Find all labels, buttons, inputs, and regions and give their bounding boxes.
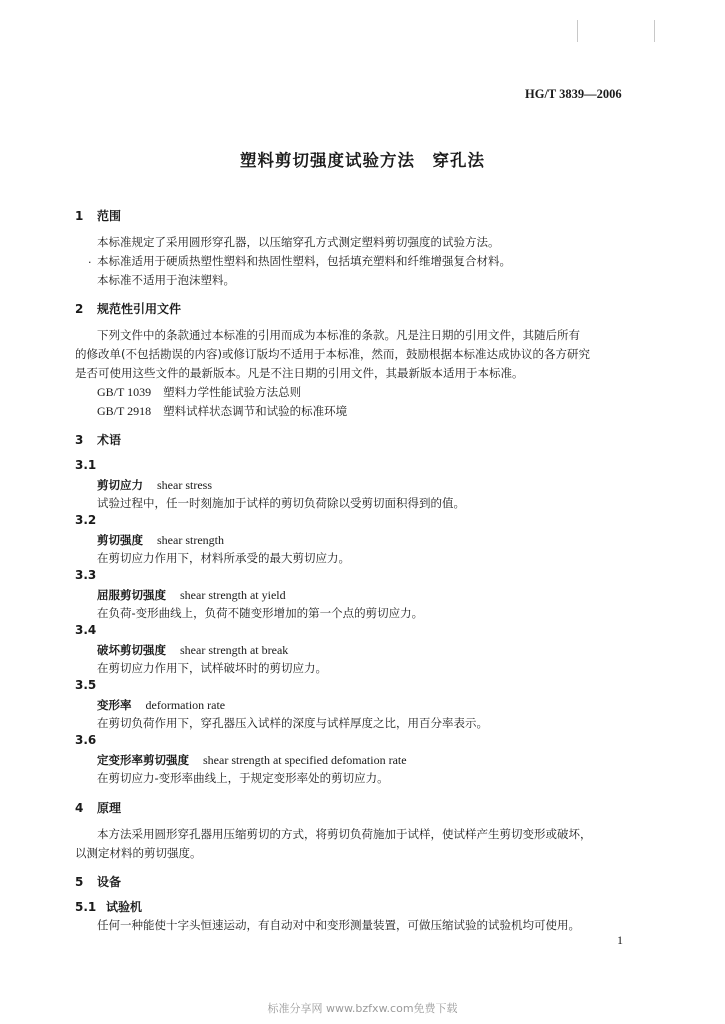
reference-item xyxy=(97,384,301,400)
term-en: shear stress xyxy=(157,478,212,492)
reference-item xyxy=(97,403,347,419)
paragraph-line: 本标准不适用于泡沫塑料。 xyxy=(97,273,235,287)
reference-code: GB/T 1039 xyxy=(97,385,152,399)
term-en: shear strength at break xyxy=(180,643,289,657)
term-definition: 在剪切负荷作用下，穿孔器压入试样的深度与试样厚度之比，用百分率表示。 xyxy=(97,716,488,730)
subsection-title: 试验机 xyxy=(106,900,143,914)
section-number: 4 xyxy=(75,801,84,815)
section-title: 术语 xyxy=(97,433,122,447)
paragraph-line: 下列文件中的条款通过本标准的引用而成为本标准的条款。凡是注日期的引用文件，其随后所有 xyxy=(97,328,580,342)
reference-title: 塑料力学性能试验方法总则 xyxy=(163,385,302,399)
scan-mark: · xyxy=(88,256,92,269)
term-entry xyxy=(97,477,212,493)
term-en: deformation rate xyxy=(145,698,226,712)
section-3-heading xyxy=(75,431,121,448)
term-number: 3.1 xyxy=(75,458,97,472)
term-en: shear strength at yield xyxy=(180,588,286,602)
page-number: 1 xyxy=(617,933,623,947)
paragraph-line: 以测定材料的剪切强度。 xyxy=(75,846,202,860)
reference-title: 塑料试样状态调节和试验的标准环境 xyxy=(163,404,348,418)
paragraph-line: 的修改单(不包括勘误的内容)或修订版均不适用于本标准，然而，鼓励根据本标准达成协议的各方研究 xyxy=(75,347,590,361)
section-title: 范围 xyxy=(97,209,122,223)
section-title: 设备 xyxy=(97,875,122,889)
term-number: 3.3 xyxy=(75,568,97,582)
term-entry xyxy=(97,752,407,768)
section-4-heading xyxy=(75,799,121,816)
term-en: shear strength at specified defomation rate xyxy=(203,753,407,767)
term-entry xyxy=(97,642,288,658)
paragraph-line: 本标准适用于硬质热塑性塑料和热固性塑料，包括填充塑料和纤维增强复合材料。 xyxy=(97,254,511,268)
term-definition: 在剪切应力-变形率曲线上，于规定变形率处的剪切应力。 xyxy=(97,771,389,785)
term-cn: 定变形率剪切强度 xyxy=(97,753,189,767)
section-1-heading xyxy=(75,207,121,224)
section-number: 1 xyxy=(75,209,84,223)
watermark-footer: 标准分享网 www.bzfxw.com免费下载 xyxy=(267,1002,458,1015)
paragraph-line: 本标准规定了采用圆形穿孔器，以压缩穿孔方式测定塑料剪切强度的试验方法。 xyxy=(97,235,500,249)
term-entry xyxy=(97,697,225,713)
term-definition: 在剪切应力作用下，试样破坏时的剪切应力。 xyxy=(97,661,327,675)
term-number: 3.2 xyxy=(75,513,97,527)
term-number: 3.6 xyxy=(75,733,97,747)
term-en: shear strength xyxy=(157,533,224,547)
section-title: 原理 xyxy=(97,801,122,815)
paragraph-line: 本方法采用圆形穿孔器用压缩剪切的方式，将剪切负荷施加于试样，使试样产生剪切变形或破坏， xyxy=(97,827,592,841)
section-number: 3 xyxy=(75,433,84,447)
section-2-heading xyxy=(75,300,181,317)
term-cn: 剪切强度 xyxy=(97,533,143,547)
term-number: 3.4 xyxy=(75,623,97,637)
scan-line xyxy=(654,20,655,42)
term-cn: 屈服剪切强度 xyxy=(97,588,166,602)
subsection-number: 5.1 xyxy=(75,900,97,914)
scan-line xyxy=(577,20,578,42)
paragraph-line: 是否可使用这些文件的最新版本。凡是不注日期的引用文件，其最新版本适用于本标准。 xyxy=(75,366,524,380)
subsection-heading xyxy=(75,898,142,915)
term-entry xyxy=(97,587,286,603)
reference-code: GB/T 2918 xyxy=(97,404,152,418)
standard-code: HG/T 3839—2006 xyxy=(525,87,622,101)
term-cn: 变形率 xyxy=(97,698,132,712)
section-title: 规范性引用文件 xyxy=(97,302,182,316)
term-cn: 破坏剪切强度 xyxy=(97,643,166,657)
term-cn: 剪切应力 xyxy=(97,478,143,492)
section-number: 2 xyxy=(75,302,84,316)
section-number: 5 xyxy=(75,875,84,889)
term-definition: 试验过程中，任一时刻施加于试样的剪切负荷除以受剪切面积得到的值。 xyxy=(97,496,465,510)
term-entry xyxy=(97,532,224,548)
document-title: 塑料剪切强度试验方法 穿孔法 xyxy=(240,151,485,170)
term-number: 3.5 xyxy=(75,678,97,692)
term-definition: 在负荷-变形曲线上，负荷不随变形增加的第一个点的剪切应力。 xyxy=(97,606,424,620)
paragraph-line: 任何一种能使十字头恒速运动，有自动对中和变形测量装置，可做压缩试验的试验机均可使用。 xyxy=(97,918,580,932)
section-5-heading xyxy=(75,873,121,890)
term-definition: 在剪切应力作用下，材料所承受的最大剪切应力。 xyxy=(97,551,350,565)
